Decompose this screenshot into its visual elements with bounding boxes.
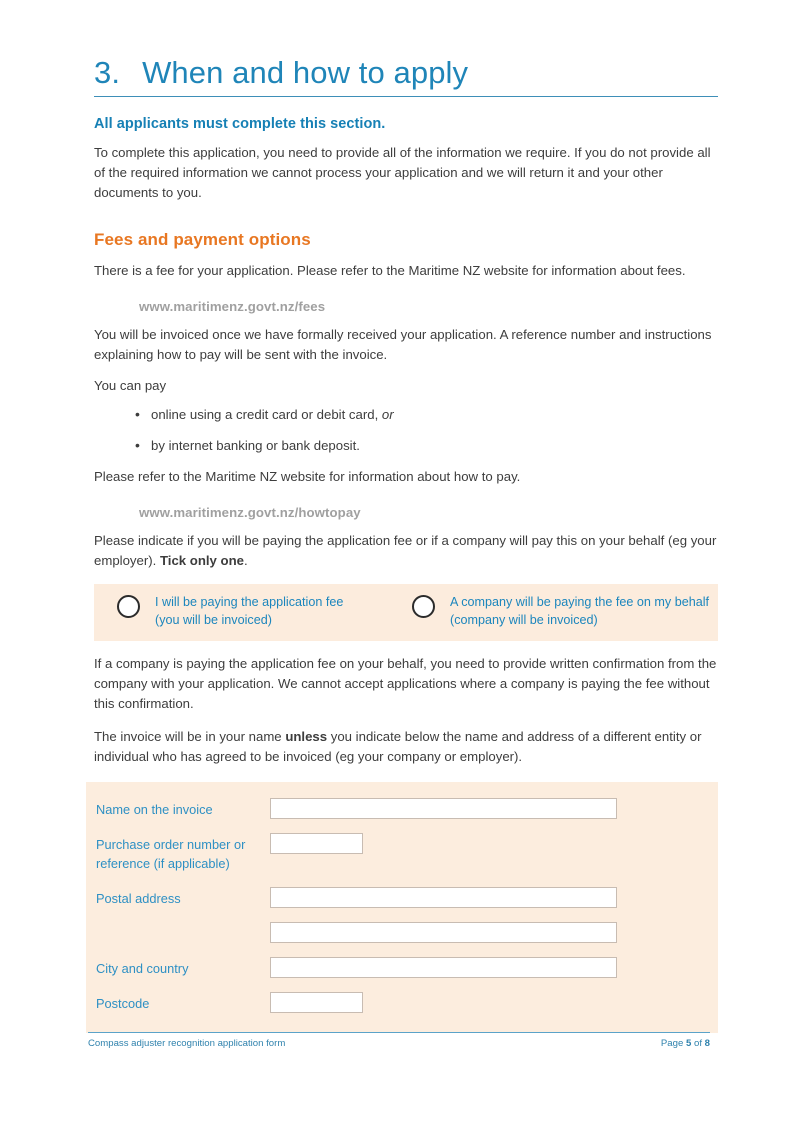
label-postal-address-continued: [86, 922, 270, 925]
input-city-country[interactable]: [270, 957, 617, 978]
footer-current-page: 5: [685, 1038, 692, 1049]
footer-page-prefix: Page: [660, 1038, 686, 1049]
label-postal-address: Postal address: [96, 890, 181, 906]
list-item: [135, 405, 718, 425]
pay-option-text: by internet banking or bank deposit.: [151, 438, 360, 454]
page-content: [94, 55, 718, 1033]
footer-page-middle: of: [691, 1038, 705, 1049]
payer-option-self[interactable]: [117, 594, 397, 630]
payer-option-company-line1: A company will be paying the fee on my behalf: [450, 595, 710, 610]
form-row: [86, 957, 718, 978]
footer-page-number: [661, 1038, 710, 1049]
intro-paragraph: To complete this application, you need to provide all of the information we require. If you do not provide all of the required information we cannot process your application and we will return it and your other documents to you.: [94, 145, 711, 201]
payer-choice-band: [94, 584, 718, 641]
footer-form-name: Compass adjuster recognition application form: [88, 1038, 286, 1049]
label-name-on-invoice: Name on the invoice: [96, 802, 213, 818]
label-purchase-order: Purchase order number or reference (if applicable): [96, 837, 246, 871]
form-row: [86, 887, 718, 908]
form-row: [86, 922, 718, 943]
payer-option-company-label: [450, 594, 709, 630]
unless-emphasis: unless: [285, 729, 328, 745]
invoice-name-part1: The invoice will be in your name: [94, 729, 286, 745]
invoice-name-paragraph: [94, 727, 718, 767]
label-city-country: City and country: [96, 960, 189, 976]
payment-options-list: [94, 405, 718, 456]
confirmation-paragraph: If a company is paying the application fee on your behalf, you need to provide written confirmation from the company with your application. We cannot accept applications where a company is paying the fee without this confirmation.: [94, 655, 717, 712]
howtopay-paragraph: Please refer to the Maritime NZ website for information about how to pay.: [94, 469, 521, 485]
fees-url: www.maritimenz.govt.nz/fees: [139, 299, 326, 315]
section-subheading: All applicants must complete this section.: [94, 116, 386, 132]
input-name-on-invoice[interactable]: [270, 798, 617, 819]
radio-button-icon[interactable]: [412, 595, 435, 618]
footer-total-pages: 8: [704, 1038, 710, 1049]
fees-paragraph: There is a fee for your application. Please refer to the Maritime NZ website for information about fees.: [94, 263, 686, 279]
payer-option-company-line2: (company will be invoiced): [450, 613, 598, 628]
label-postcode: Postcode: [96, 996, 150, 1012]
tick-only-one-emphasis: Tick only one: [159, 553, 245, 569]
form-row: [86, 798, 718, 819]
radio-button-icon[interactable]: [117, 595, 140, 618]
input-postal-address-line2[interactable]: [270, 922, 617, 943]
input-postcode[interactable]: [270, 992, 363, 1013]
payer-instruction: [94, 531, 718, 571]
section-number: 3.: [94, 55, 121, 90]
you-can-pay-label: You can pay: [94, 378, 167, 394]
page-footer: [88, 1032, 710, 1049]
pay-option-emphasis: or: [381, 407, 394, 423]
howtopay-url: www.maritimenz.govt.nz/howtopay: [139, 505, 361, 521]
pay-option-text: online using a credit card or debit card,: [151, 407, 382, 423]
section-title-text: When and how to apply: [142, 55, 469, 90]
input-purchase-order[interactable]: [270, 833, 363, 854]
invoice-name-part2: you indicate below the name and address of a different entity or individual who has agreed to be invoiced (eg your company or employer).: [94, 729, 702, 765]
invoice-details-form: [86, 782, 718, 1033]
form-row: [86, 833, 718, 872]
invoice-paragraph: You will be invoiced once we have formally received your application. A reference number and instructions explaining how to pay will be sent with the invoice.: [94, 327, 712, 363]
payer-instruction-part1: Please indicate if you will be paying the application fee or if a company will pay this on your behalf (eg your employer).: [94, 533, 717, 569]
list-item: [135, 436, 718, 456]
input-postal-address-line1[interactable]: [270, 887, 617, 908]
payer-option-self-line1: I will be paying the application fee: [155, 595, 344, 610]
payer-option-company[interactable]: [412, 594, 709, 630]
form-row: [86, 992, 718, 1013]
payer-option-self-label: [155, 594, 343, 630]
payer-option-self-line2: (you will be invoiced): [155, 613, 272, 628]
page-title: [94, 55, 718, 97]
payer-instruction-end: .: [244, 553, 248, 569]
fees-heading: Fees and payment options: [94, 230, 311, 250]
